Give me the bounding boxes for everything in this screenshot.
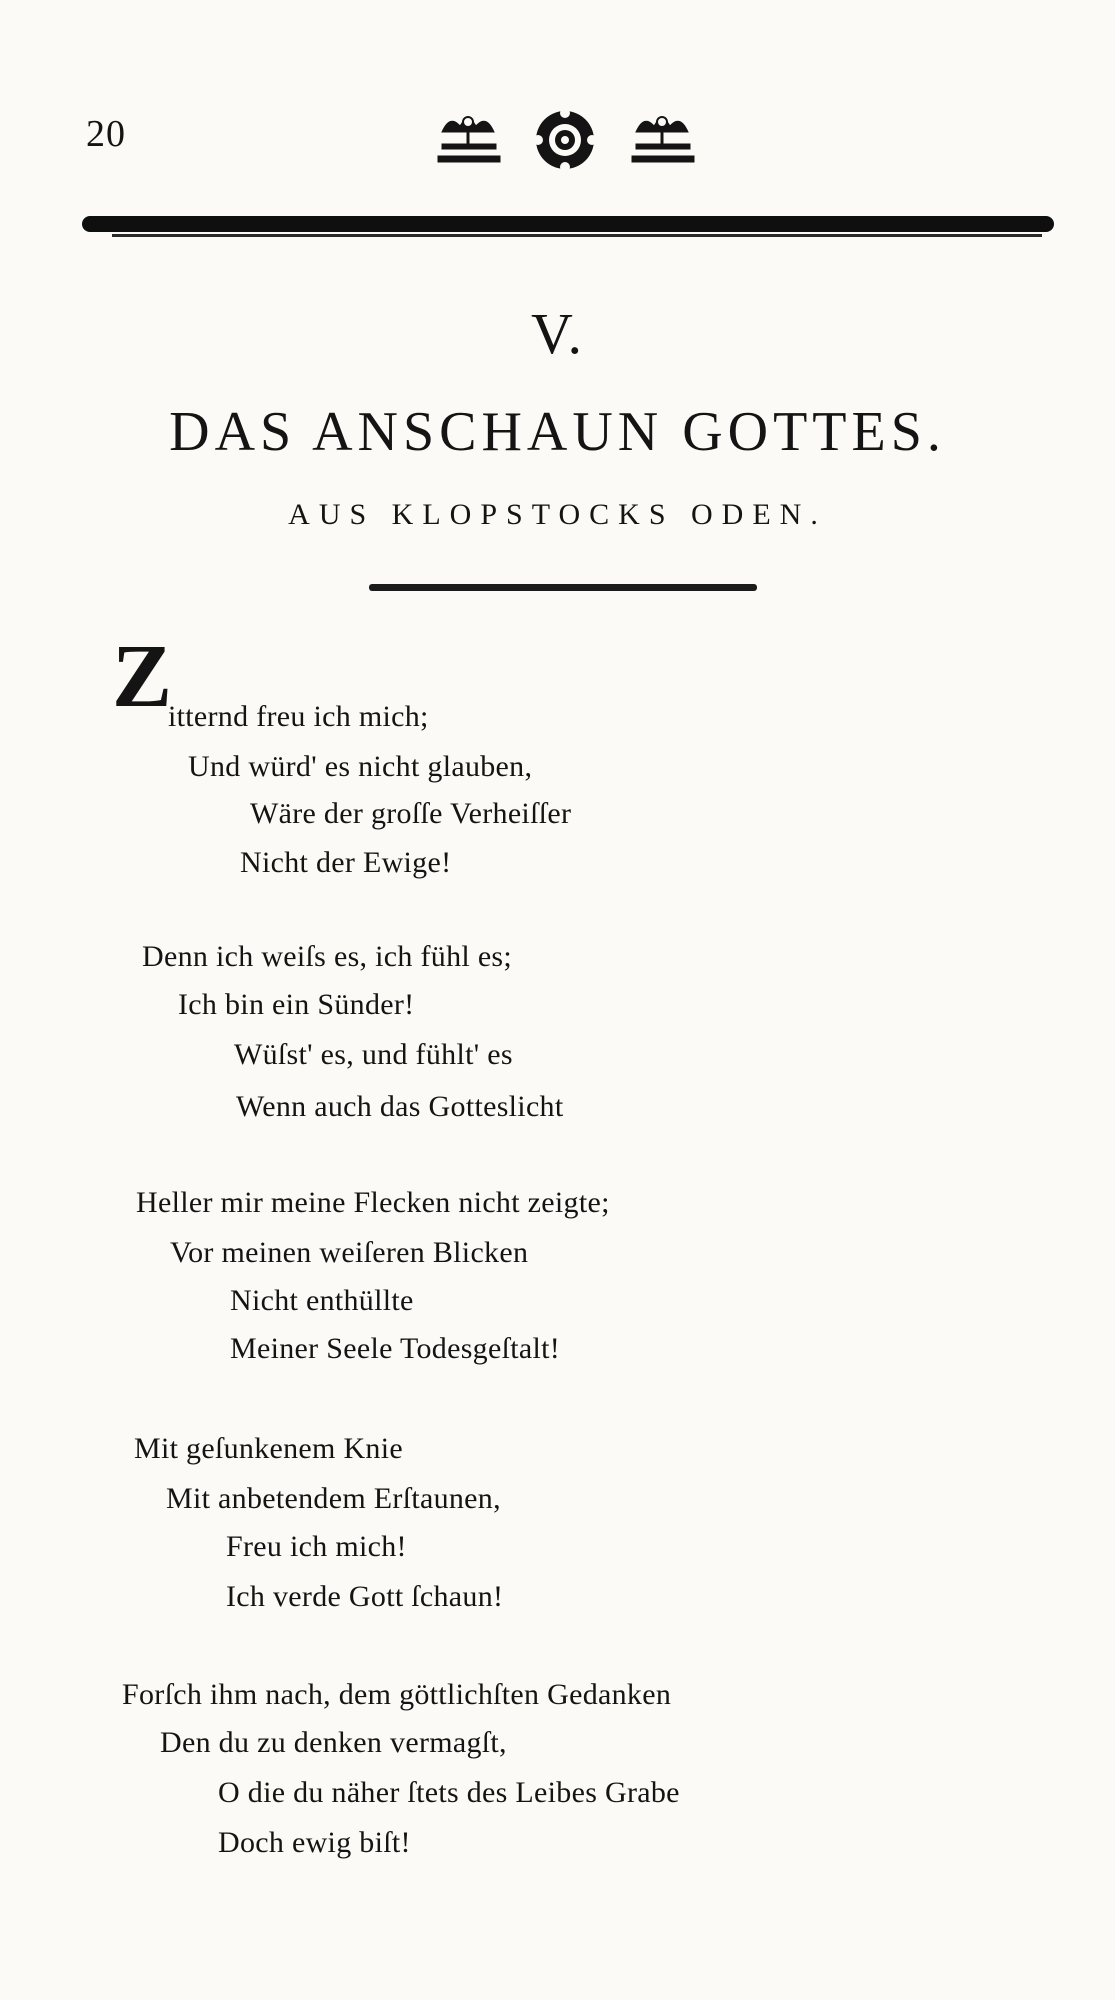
poem-line: Denn ich weiſs es, ich fühl es;: [142, 940, 513, 973]
header-rule-underline: [112, 234, 1042, 237]
poem-line: Nicht enthüllte: [230, 1284, 414, 1317]
page-number: 20: [86, 113, 126, 155]
floral-ornament-icon: [632, 117, 694, 162]
title-rule: [369, 584, 757, 591]
poem-line: Den du zu denken vermagſt,: [160, 1726, 507, 1759]
header-ornaments: [430, 104, 700, 174]
poem-line: Wüſst' es, und fühlt' es: [234, 1038, 513, 1071]
floral-ornament-icon: [438, 117, 500, 162]
header-rule: [82, 216, 1054, 232]
drop-cap: Z: [112, 627, 173, 726]
rosette-icon: [533, 108, 597, 172]
poem-title: DAS ANSCHAUN GOTTES.: [169, 401, 946, 463]
poem-line: Vor meinen weiſeren Blicken: [170, 1236, 529, 1269]
poem-line: Doch ewig biſt!: [218, 1826, 411, 1859]
poem-line: Meiner Seele Todesgeſtalt!: [230, 1332, 561, 1365]
poem-line: Mit anbetendem Erſtaunen,: [166, 1482, 501, 1515]
poem-line: Nicht der Ewige!: [240, 846, 452, 879]
poem-source: AUS KLOPSTOCKS ODEN.: [288, 498, 827, 531]
poem-line: Wäre der groſſe Verheiſſer: [250, 797, 572, 830]
poem-line: Ich bin ein Sünder!: [178, 988, 415, 1021]
poem-line: Freu ich mich!: [226, 1530, 407, 1563]
section-numeral: V.: [531, 301, 584, 366]
poem-line: Und würd' es nicht glauben,: [188, 750, 533, 783]
poem-line: O die du näher ſtets des Leibes Grabe: [218, 1776, 680, 1809]
poem-line: itternd freu ich mich;: [168, 700, 429, 733]
poem-line: Ich verde Gott ſchaun!: [226, 1580, 504, 1613]
poem-line: Heller mir meine Flecken nicht zeigte;: [136, 1186, 610, 1219]
poem-line: Forſch ihm nach, dem göttlichſten Gedanken: [122, 1678, 672, 1711]
poem-line: Wenn auch das Gotteslicht: [236, 1090, 564, 1123]
poem-line: Mit geſunkenem Knie: [134, 1432, 403, 1465]
